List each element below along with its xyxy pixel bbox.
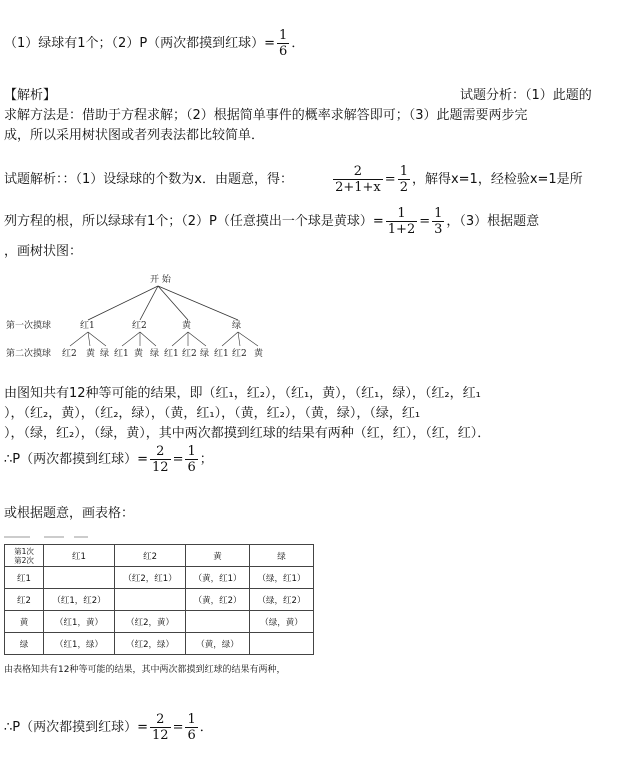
eq1-right-fraction: $\frac{1}{2}$ bbox=[399, 164, 408, 195]
answer-line: （1）绿球有1个；（2）P（两次都摸到红球）= $\frac{1}{6}$ ． bbox=[4, 28, 305, 59]
tree-leaf: 红2 bbox=[232, 349, 247, 359]
solution-line-3: ，画树状图： bbox=[4, 244, 83, 259]
analysis-line-3: 成，所以采用树状图或者列表法都比较简单． bbox=[4, 128, 265, 143]
eq2-right-fraction: $\frac{1}{3}$ bbox=[434, 206, 443, 237]
tree-leaf: 红1 bbox=[164, 349, 179, 359]
answer-fraction: $\frac{1}{6}$ bbox=[279, 28, 288, 59]
tree-leaf: 绿 bbox=[200, 349, 210, 359]
tree-leaf: 黄 bbox=[134, 349, 144, 359]
table-header: 黄 bbox=[186, 545, 250, 567]
table-row: 黄 （红1，黄） （红2，黄） （绿，黄） bbox=[5, 611, 314, 633]
results-line-1: 由图知共有12种等可能的结果，即（红₁，红₂），（红₁，黄），（红₁，绿），（红₂，红₁ bbox=[4, 386, 481, 401]
tree-first-green: 绿 bbox=[232, 321, 242, 331]
tree-first-yellow: 黄 bbox=[182, 321, 192, 331]
table-header: 红1 bbox=[44, 545, 115, 567]
tree-row2-label: 第二次摸球 bbox=[6, 349, 52, 359]
tree-diagram bbox=[0, 270, 290, 365]
solution-line-1: 试题解析：：（1）设绿球的个数为x．由题意，得： $\frac{2}{2+1+x}$ = $\frac{1}{2}$ ，解得x=1，经检验x=1是所 bbox=[4, 164, 583, 195]
final-fraction-2: $\frac{1}{6}$ bbox=[187, 712, 196, 743]
analysis-line-2: 求解方法是：借助于方程求解；（2）根据简单事件的概率求解答即可；（3）此题需要两步完 bbox=[4, 108, 528, 123]
tree-leaf: 红1 bbox=[114, 349, 129, 359]
results-line-4: ∴P（两次都摸到红球）= $\frac{2}{12}$ = $\frac{1}{6}$ ； bbox=[4, 444, 213, 475]
answer-text: （1）绿球有1个；（2）P（两次都摸到红球）= bbox=[4, 36, 276, 51]
table-intro: 或根据题意，画表格： bbox=[4, 506, 135, 521]
eq1-left-fraction: $\frac{2}{2+1+x}$ bbox=[335, 164, 381, 195]
table-row: 红2 （红1，红2） （黄，红2） （绿，红2） bbox=[5, 589, 314, 611]
tree-leaf: 黄 bbox=[254, 349, 264, 359]
tree-leaf: 红2 bbox=[62, 349, 77, 359]
final-line: ∴P（两次都摸到红球）= $\frac{2}{12}$ = $\frac{1}{6}$ ． bbox=[4, 712, 213, 743]
tree-root: 开 始 bbox=[150, 275, 171, 285]
table-header: 红2 bbox=[115, 545, 186, 567]
table-caption: 由表格知共有12种等可能的结果，其中两次都摸到红球的结果有两种， bbox=[4, 665, 286, 675]
outcome-table bbox=[4, 544, 314, 655]
results-line-3: ），（绿，红₂），（绿，黄），其中两次都摸到红球的结果有两种（红，红），（红，红）． bbox=[4, 426, 491, 441]
tree-leaf: 红2 bbox=[182, 349, 197, 359]
table-corner: 第1次 第2次 bbox=[5, 545, 44, 567]
final-fraction-1: $\frac{2}{12}$ bbox=[152, 712, 169, 743]
analysis-heading: 【解析】 bbox=[4, 88, 57, 103]
table-row: 绿 （红1，绿） （红2，绿） （黄，绿） bbox=[5, 633, 314, 655]
result-fraction-2: $\frac{1}{6}$ bbox=[187, 444, 196, 475]
tree-leaf: 绿 bbox=[150, 349, 160, 359]
table-row: 红1 （红2，红1） （黄，红1） （绿，红1） bbox=[5, 567, 314, 589]
results-line-2: ），（红₂，黄），（红₂，绿），（黄，红₁），（黄，红₂），（黄，绿），（绿，红₁ bbox=[4, 406, 421, 421]
table-header: 绿 bbox=[250, 545, 314, 567]
solution-line-2: 列方程的根，所以绿球有1个；（2）P（任意摸出一个球是黄球）= $\frac{1}{1+2}$ = $\frac{1}{3}$ ，（3）根据题意 bbox=[4, 206, 540, 237]
tree-row1-label: 第一次摸球 bbox=[6, 321, 52, 331]
faded-header-artifact bbox=[4, 532, 314, 542]
tree-first-red1: 红1 bbox=[80, 321, 95, 331]
tree-leaf: 黄 bbox=[86, 349, 96, 359]
tree-leaf: 红1 bbox=[214, 349, 229, 359]
analysis-intro: 试题分析：（1）此题的 bbox=[460, 88, 592, 103]
eq2-left-fraction: $\frac{1}{1+2}$ bbox=[387, 206, 416, 237]
tree-first-red2: 红2 bbox=[132, 321, 147, 331]
result-fraction-1: $\frac{2}{12}$ bbox=[152, 444, 169, 475]
tree-leaf: 绿 bbox=[100, 349, 110, 359]
